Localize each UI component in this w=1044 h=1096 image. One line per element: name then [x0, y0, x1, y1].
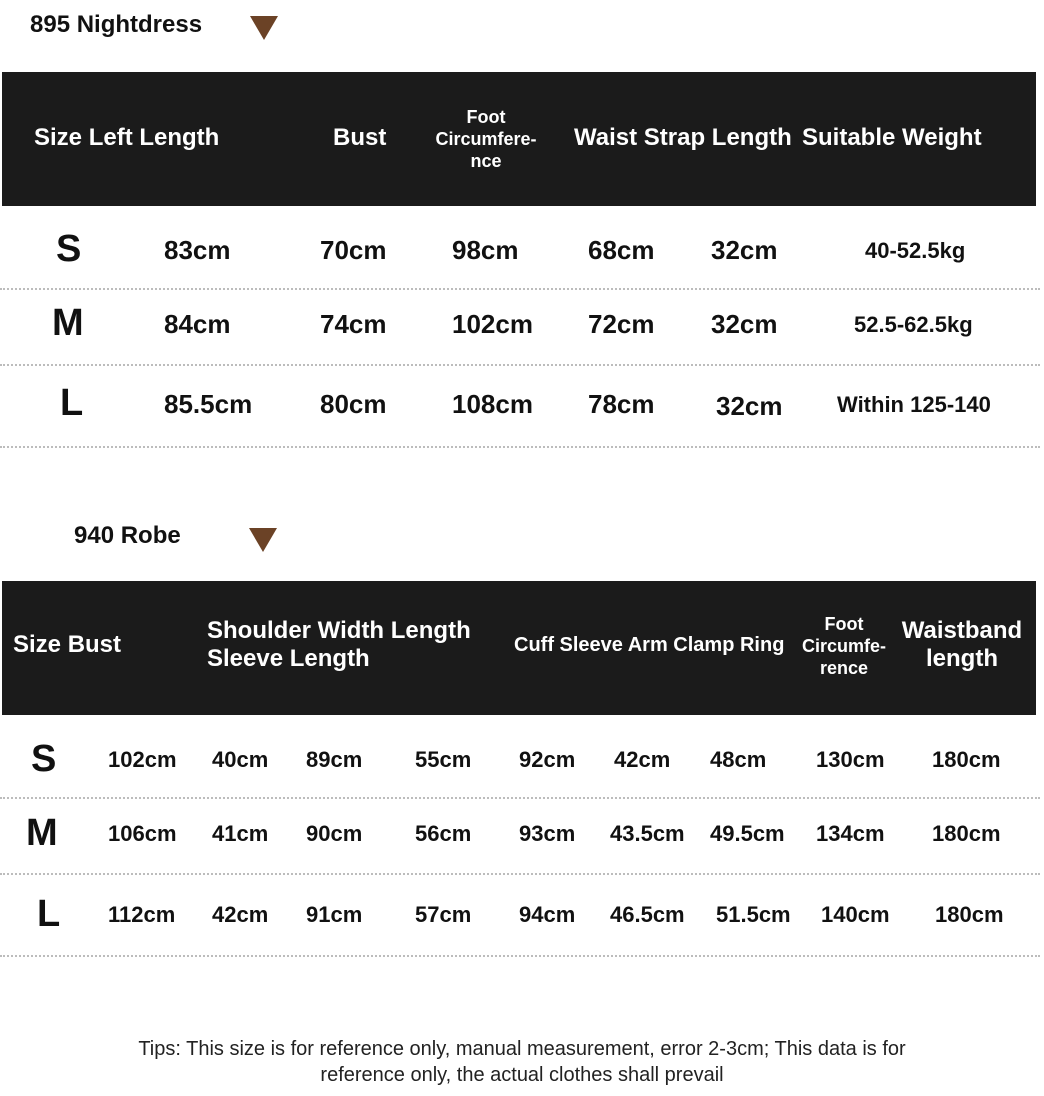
cell-waistband: 180cm — [932, 747, 1001, 772]
cell-bust: 102cm — [108, 747, 177, 772]
robe-title: 940 Robe — [74, 522, 181, 549]
row-divider — [0, 364, 1040, 366]
cell-sleeve: 56cm — [415, 821, 472, 846]
row-divider — [0, 288, 1040, 290]
cell-shoulder: 42cm — [212, 902, 269, 927]
robe-row-l — [0, 893, 1044, 943]
row-divider — [0, 446, 1040, 448]
cell-weight: 52.5-62.5kg — [854, 312, 973, 337]
cell-waist: 68cm — [588, 235, 655, 265]
cell-foot: 130cm — [816, 747, 885, 772]
header-foot-line2: Circumfere- — [435, 129, 537, 149]
header-foot-line3: rence — [819, 658, 869, 678]
header-shoulder-line2: Sleeve Length — [207, 645, 370, 672]
cell-foot: 140cm — [821, 902, 890, 927]
robe-row-m — [0, 812, 1044, 862]
cell-weight: 40-52.5kg — [865, 238, 966, 263]
size-letter: S — [31, 738, 57, 780]
cell-length: 84cm — [164, 309, 231, 339]
tips-note — [0, 1036, 1044, 1088]
cell-waistband: 180cm — [932, 821, 1001, 846]
cell-arm: 43.5cm — [610, 821, 685, 846]
cell-bust: 74cm — [320, 309, 387, 339]
cell-clamp: 48cm — [710, 747, 767, 772]
header-foot-line1: Foot — [824, 614, 864, 634]
cell-bust: 106cm — [108, 821, 177, 846]
cell-clamp: 49.5cm — [710, 821, 785, 846]
size-letter: L — [37, 893, 61, 935]
row-divider — [0, 797, 1040, 799]
header-size-bust: Size Bust — [13, 631, 122, 658]
cell-length: 91cm — [306, 902, 363, 927]
cell-length: 89cm — [306, 747, 363, 772]
triangle-down-icon — [249, 528, 277, 552]
nightdress-row-s — [0, 228, 1044, 278]
cell-cuff: 93cm — [519, 821, 576, 846]
size-letter: S — [56, 228, 82, 270]
cell-waistband: 180cm — [935, 902, 1004, 927]
cell-clamp: 51.5cm — [716, 902, 791, 927]
cell-bust: 112cm — [108, 902, 176, 927]
cell-waist: 78cm — [588, 389, 655, 419]
cell-cuff: 92cm — [519, 747, 576, 772]
nightdress-row-l — [0, 382, 1044, 432]
cell-strap: 32cm — [711, 235, 778, 265]
tips-line1: Tips: This size is for reference only, manual measurement, error 2-3cm; This data is for — [138, 1038, 906, 1060]
cell-strap: 32cm — [711, 309, 778, 339]
cell-foot: 102cm — [452, 309, 533, 339]
header-size-left-length: Size Left Length — [34, 124, 220, 151]
header-suitable-weight: Suitable Weight — [802, 124, 982, 151]
header-foot-circumference — [432, 106, 540, 172]
header-foot-circumference — [796, 613, 892, 679]
cell-foot: 108cm — [452, 389, 533, 419]
cell-length: 83cm — [164, 235, 231, 265]
nightdress-header-band — [2, 72, 1036, 206]
cell-sleeve: 55cm — [415, 747, 472, 772]
robe-row-s — [0, 738, 1044, 788]
header-foot-line3: nce — [470, 151, 502, 171]
cell-shoulder: 40cm — [212, 747, 269, 772]
triangle-down-icon — [250, 16, 278, 40]
header-shoulder-line1: Shoulder Width Length — [207, 617, 471, 644]
cell-foot: 134cm — [816, 821, 885, 846]
cell-shoulder: 41cm — [212, 821, 269, 846]
header-bust: Bust — [333, 124, 387, 151]
robe-header-band — [2, 581, 1036, 715]
cell-foot: 98cm — [452, 235, 519, 265]
cell-arm: 42cm — [614, 747, 671, 772]
cell-waist: 72cm — [588, 309, 655, 339]
header-shoulder-width-length — [207, 617, 471, 673]
tips-line2: reference only, the actual clothes shall prevail — [320, 1064, 724, 1086]
header-waistband-length — [896, 617, 1028, 673]
size-letter: M — [52, 302, 84, 344]
cell-length: 85.5cm — [164, 389, 253, 419]
cell-cuff: 94cm — [519, 902, 576, 927]
cell-weight: Within 125-140 — [837, 392, 991, 417]
cell-strap: 32cm — [716, 391, 783, 421]
cell-bust: 70cm — [320, 235, 387, 265]
size-letter: M — [26, 812, 58, 854]
header-foot-line2: Circumfe- — [801, 636, 886, 656]
header-foot-line1: Foot — [466, 107, 506, 127]
header-waist-strap-length: Waist Strap Length — [574, 124, 792, 151]
nightdress-title: 895 Nightdress — [30, 11, 203, 38]
cell-bust: 80cm — [320, 389, 387, 419]
nightdress-row-m — [0, 302, 1044, 352]
header-waistband-line1: Waistband — [901, 617, 1023, 644]
row-divider — [0, 955, 1040, 957]
cell-arm: 46.5cm — [610, 902, 685, 927]
size-letter: L — [60, 382, 84, 424]
header-waistband-line2: length — [926, 645, 998, 672]
cell-sleeve: 57cm — [415, 902, 472, 927]
row-divider — [0, 873, 1040, 875]
cell-length: 90cm — [306, 821, 363, 846]
header-cuff-sleeve-arm-clamp-ring: Cuff Sleeve Arm Clamp Ring — [514, 634, 785, 656]
